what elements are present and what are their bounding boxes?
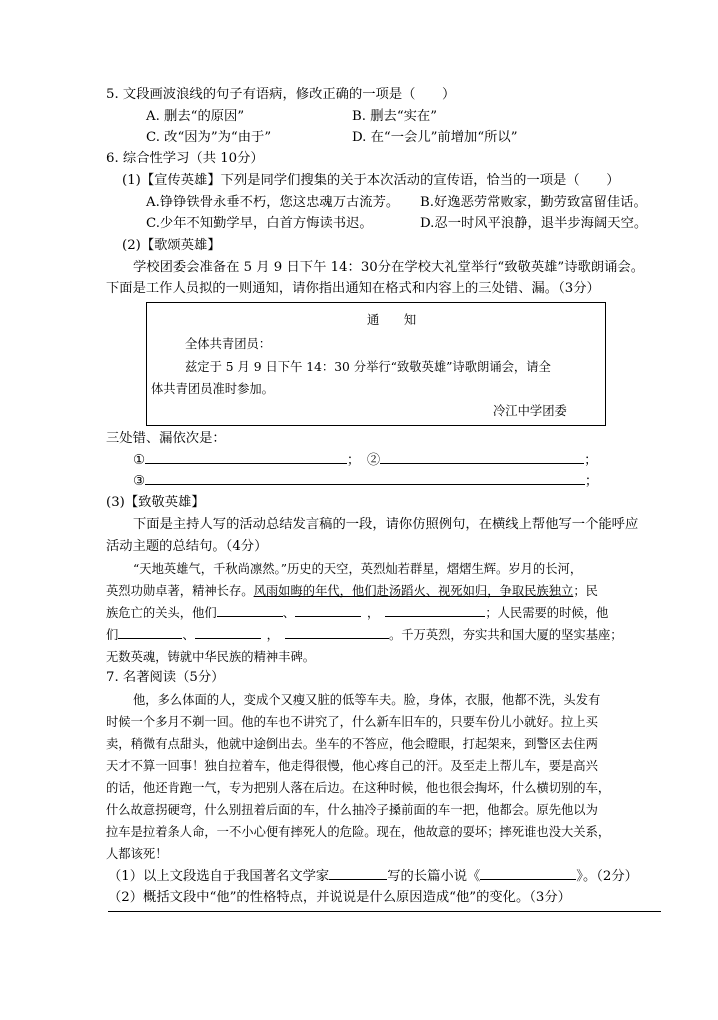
notice-box [146, 302, 606, 426]
q5-option-a[interactable]: A. 删去“的原因” [146, 109, 245, 124]
summary-line4-b: 、 [182, 628, 195, 642]
q5-option-d[interactable]: D. 在“一会儿”前增加“所以” [352, 130, 518, 145]
q7-passage-line5: 的话，他还肯跑一气，专为把别人落在后边。在这种时候，他也很会掏坏，什么横切别的车， [106, 781, 611, 795]
q5-option-b[interactable]: B. 删去“实在” [352, 109, 438, 124]
q5-stem: 5. 文段画波浪线的句子有语病，修改正确的一项是（ ） [106, 87, 456, 102]
q6-2-title: (2)【歌颂英雄】 [122, 238, 221, 253]
answer-blank-3[interactable] [145, 472, 585, 485]
q6-3-instr-line2: 活动主题的总结句。（4分） [106, 539, 268, 554]
answer-mark-3: ③ [133, 474, 145, 489]
q7-passage-line6: 什么故意拐硬弯，什么别扭着后面的车，什么抽冷子搡前面的车一把，他都会。原先他以为 [106, 803, 598, 817]
q6-3-instr-line1: 下面是主持人写的活动总结发言稿的一段，请你仿照例句，在横线上帮他写一个能呼应 [133, 517, 639, 532]
notice-body-line1: 兹定于 5 月 9 日下午 14：30 分举行“致敬英雄”诗歌朗诵会，请全 [185, 360, 551, 374]
summary-blank-5[interactable] [195, 626, 261, 639]
q7-passage-line8: 人都该死！ [106, 847, 168, 861]
summary-line4-a: 们 [106, 628, 119, 642]
q6-title: 6. 综合性学习（共 10分） [106, 151, 264, 166]
summary-line3-c: ， [367, 606, 380, 620]
summary-line3-b: 、 [282, 606, 295, 620]
summary-line3-a: 族危亡的关头，他们 [106, 606, 217, 620]
q7-passage-line7: 拉车是拉着条人命，一不小心便有摔死人的危险。现在，他故意的耍坏；摔死谁也没大关系， [106, 825, 611, 839]
answer-label: 三处错、漏依次是： [106, 431, 226, 446]
summary-line3 [106, 604, 608, 622]
summary-line2 [106, 582, 598, 600]
answer-semicolon-3: ； [584, 474, 599, 489]
author-blank[interactable] [329, 867, 387, 880]
q6-1-option-d[interactable]: D.忍一时风平浪静，退半步海阔天空。 [420, 216, 648, 231]
example-sentence: 风雨如晦的年代，他们赴汤蹈火、视死如归，争取民族独立 [253, 584, 574, 598]
summary-line4-d: 。千万英烈，夯实共和国大厦的坚实基座； [388, 628, 623, 642]
q7-sub1 [108, 867, 638, 886]
q7-passage-line1: 他，多么体面的人，变成个又瘦又脏的低等车夫。脸，身体，衣服，他都不洗，头发有 [133, 693, 601, 707]
answer-line-2-row [133, 472, 598, 491]
q7-passage-line2: 时候一个多月不剃一回。他的车也不讲究了，什么新车旧车的，只要车份儿小就好。拉上买 [106, 715, 598, 729]
q7-sub1-a: （1）以上文段选自于我国著名文学家 [108, 869, 330, 884]
summary-blank-3[interactable] [385, 604, 485, 617]
q6-1-option-c[interactable]: C.少年不知勤学早，白首方悔读书迟。 [146, 216, 373, 231]
summary-line5: 无数英魂，铸就中华民族的精神丰碑。 [106, 650, 316, 664]
q6-3-title: (3)【致敬英雄】 [106, 495, 205, 510]
q5-option-c[interactable]: C. 改“因为”为“由于” [146, 130, 272, 145]
notice-salutation: 全体共青团员： [185, 337, 272, 351]
summary-blank-1[interactable] [217, 604, 283, 617]
q6-1-stem: (1)【宣传英雄】下列是同学们搜集的关于本次活动的宣传语，恰当的一项是（ ） [122, 173, 620, 188]
q7-sub1-c: 》。（2分） [576, 869, 638, 884]
summary-line1: “天地英雄气，千秋尚凛然。”历史的天空，英烈灿若群星，熠熠生辉。岁月的长河， [133, 562, 583, 576]
answer-semicolon-2: ； [584, 453, 598, 468]
q6-2-line2: 下面是工作人员拟的一则通知，请你指出通知在格式和内容上的三处错、漏。（3分） [106, 281, 600, 296]
summary-line4-c: ， [266, 628, 279, 642]
q6-2-line1: 学校团委会准备在 5 月 9 日下午 14：30分在学校大礼堂举行“致敬英雄”诗歌朗诵会。 [133, 260, 644, 275]
q6-1-option-b[interactable]: B.好逸恶劳常败家，勤劳致富留佳话。 [420, 195, 647, 210]
answer-line-1-row [133, 451, 597, 470]
q7-sub1-b: 写的长篇小说《 [387, 869, 481, 884]
q7-passage-line4: 天才不算一回事！独自拉着车，他走得很慢，他心疼自己的汗。及至走上帮儿车，要是高兴 [106, 759, 598, 773]
summary-line3-d: ；人民需要的时候，他 [485, 606, 609, 620]
novel-title-blank[interactable] [480, 867, 576, 880]
bottom-rule [108, 911, 661, 912]
q6-1-option-a[interactable]: A.铮铮铁骨永垂不朽，您这忠魂万古流芳。 [146, 195, 400, 210]
answer-blank-1[interactable] [145, 451, 347, 464]
summary-line4 [106, 626, 623, 644]
summary-blank-2[interactable] [295, 604, 361, 617]
q7-sub2: （2）概括文段中“他”的性格特点，并说说是什么原因造成“他”的变化。（3分） [108, 890, 571, 905]
notice-signature: 冷江中学团委 [493, 404, 567, 418]
answer-mark-2: ； ② [346, 453, 381, 468]
summary-line2-c: ；民 [573, 584, 598, 598]
notice-title: 通 知 [367, 313, 417, 327]
q7-title: 7. 名著阅读（5分） [106, 670, 225, 685]
summary-blank-4[interactable] [118, 626, 182, 639]
notice-body-line2: 体共青团员准时参加。 [151, 382, 274, 396]
answer-blank-2[interactable] [380, 451, 584, 464]
summary-blank-6[interactable] [285, 626, 389, 639]
answer-mark-1: ① [133, 453, 145, 468]
summary-line2-a: 英烈功勋卓著，精神长存。 [106, 584, 254, 598]
q7-passage-line3: 卖，稍微有点甜头，他就中途倒出去。坐车的不答应，他会瞪眼，打起架来，到警区去住两 [106, 737, 598, 751]
